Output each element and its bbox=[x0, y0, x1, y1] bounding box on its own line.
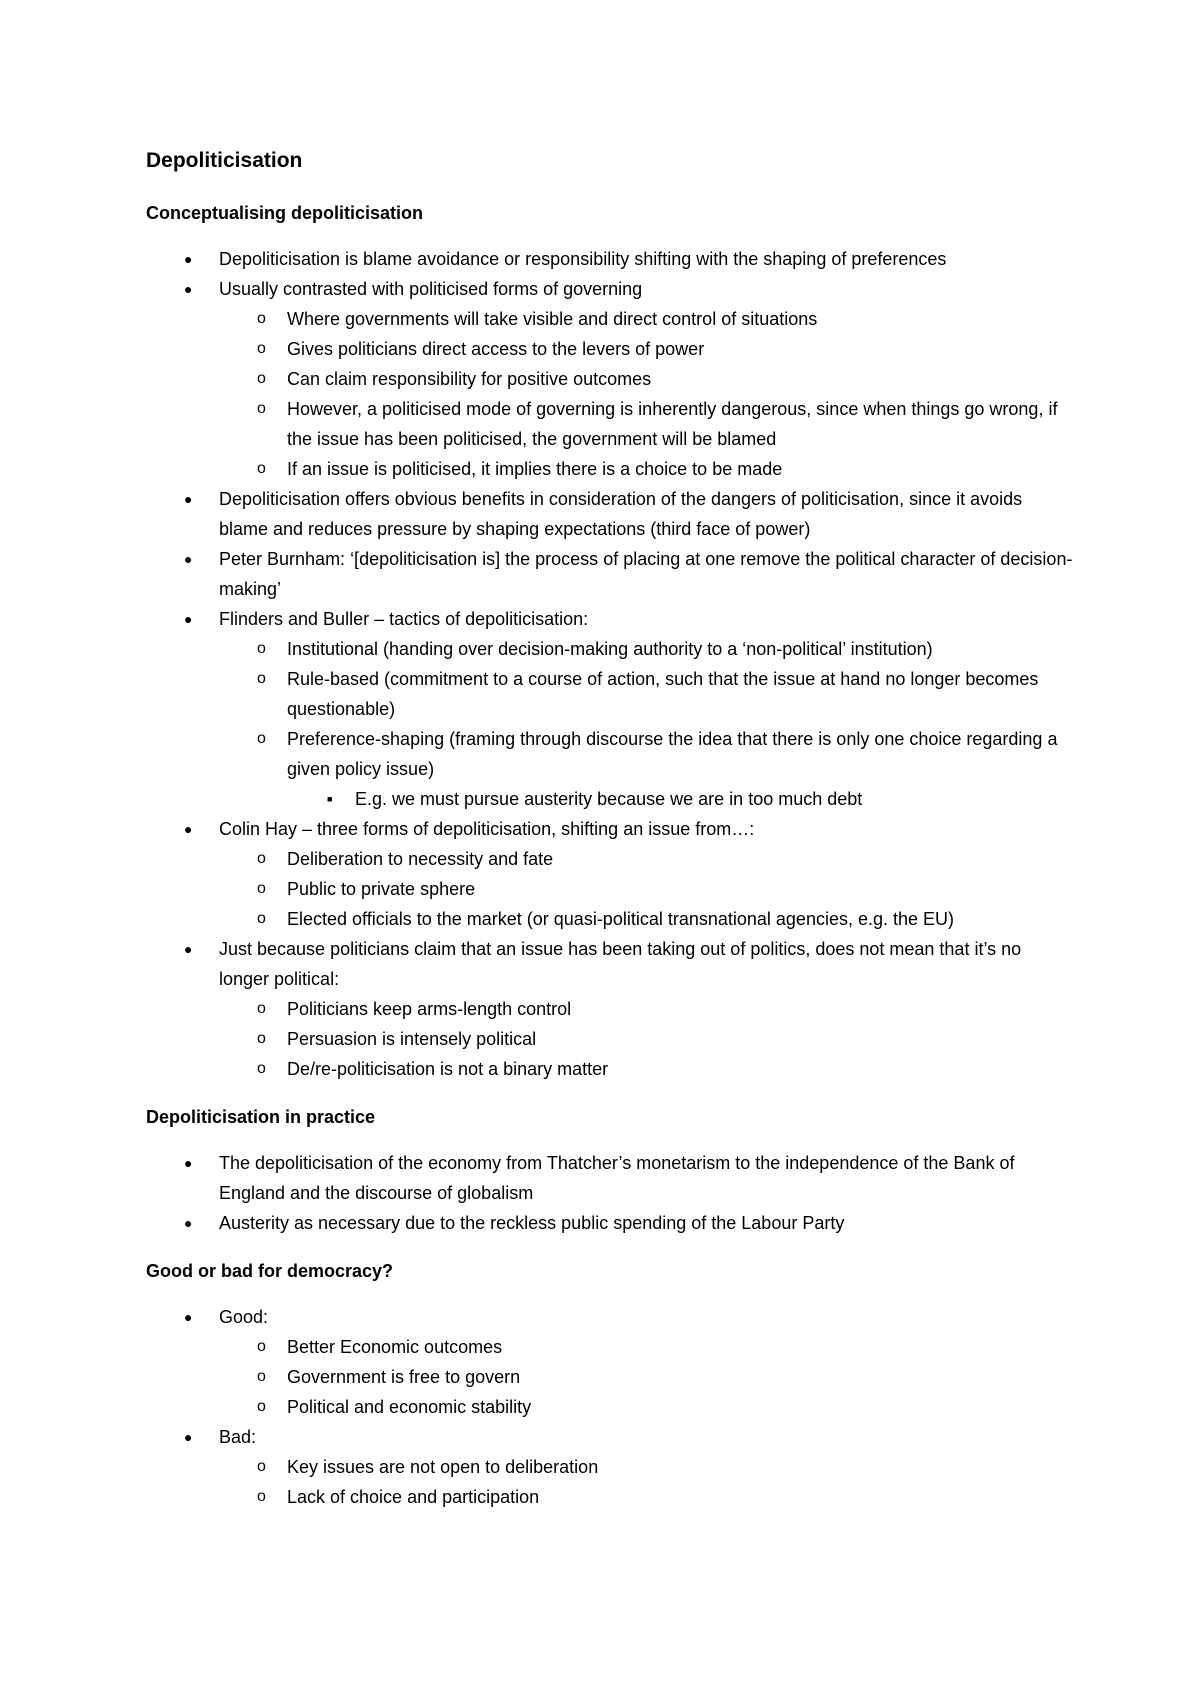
sub-sub-list bbox=[287, 784, 1076, 814]
bullet-marker: ● bbox=[184, 1155, 193, 1171]
sub-bullet-marker: o bbox=[257, 1338, 266, 1355]
sub-list-item-text: Better Economic outcomes bbox=[287, 1337, 503, 1357]
sub-list-item bbox=[219, 1332, 1076, 1362]
sub-bullet-marker: o bbox=[257, 460, 266, 477]
sub-list bbox=[219, 844, 1076, 934]
list-item bbox=[146, 544, 1076, 604]
list-item-text: Depoliticisation is blame avoidance or responsibility shifting with the shaping of preferences bbox=[219, 249, 947, 269]
sub-list-item bbox=[219, 334, 1076, 364]
bullet-marker: ● bbox=[184, 1215, 193, 1231]
sub-list-item bbox=[219, 394, 1076, 454]
list-item-text: Colin Hay – three forms of depoliticisation, shifting an issue from…: bbox=[219, 819, 755, 839]
sub-list bbox=[219, 634, 1076, 814]
list-item bbox=[146, 274, 1076, 484]
sub-bullet-marker: o bbox=[257, 1398, 266, 1415]
section bbox=[146, 1256, 1076, 1512]
sub-list-item bbox=[219, 304, 1076, 334]
sub-list-item-text: Lack of choice and participation bbox=[287, 1487, 540, 1507]
sub-list-item-text: Deliberation to necessity and fate bbox=[287, 849, 554, 869]
sub-bullet-marker: o bbox=[257, 340, 266, 357]
sub-list-item bbox=[219, 874, 1076, 904]
section-heading: Good or bad for democracy? bbox=[146, 1261, 394, 1281]
list-item bbox=[146, 1208, 1076, 1238]
list-item-text: Just because politicians claim that an issue has been taking out of politics, does not mean that it’s no longer political: bbox=[219, 939, 1022, 989]
list-item bbox=[146, 1148, 1076, 1208]
sub-list-item-text: De/re-politicisation is not a binary matter bbox=[287, 1059, 609, 1079]
list-item-text: Usually contrasted with politicised forms of governing bbox=[219, 279, 643, 299]
bullet-marker: ● bbox=[184, 1429, 193, 1445]
sub-list-item bbox=[219, 634, 1076, 664]
list-item bbox=[146, 814, 1076, 934]
bullet-marker: ● bbox=[184, 611, 193, 627]
sub-list-item bbox=[219, 1482, 1076, 1512]
sub-bullet-marker: o bbox=[257, 400, 266, 417]
list-item-text: Good: bbox=[219, 1307, 269, 1327]
list-item bbox=[146, 1422, 1076, 1512]
sub-list-item bbox=[219, 664, 1076, 724]
sub-list-item-text: Institutional (handing over decision-making authority to a ‘non-political’ institution) bbox=[287, 639, 933, 659]
sub-list-item bbox=[219, 844, 1076, 874]
sub-bullet-marker: o bbox=[257, 670, 266, 687]
list-item bbox=[146, 934, 1076, 1084]
sub-list bbox=[219, 994, 1076, 1084]
sub-list bbox=[219, 1332, 1076, 1422]
list-item-text: Depoliticisation offers obvious benefits in consideration of the dangers of politicisation, since it avoids blame and reduces pressure by shaping expectations (third face of power) bbox=[219, 489, 1023, 539]
sub-list-item bbox=[219, 454, 1076, 484]
sub-bullet-marker: o bbox=[257, 850, 266, 867]
bullet-marker: ● bbox=[184, 941, 193, 957]
sub-bullet-marker: o bbox=[257, 310, 266, 327]
document-body bbox=[146, 146, 1076, 1512]
bullet-marker: ● bbox=[184, 1309, 193, 1325]
sub-list-item bbox=[219, 724, 1076, 814]
sub-list-item bbox=[219, 1452, 1076, 1482]
sub-list-item-text: Where governments will take visible and direct control of situations bbox=[287, 309, 818, 329]
sub-bullet-marker: o bbox=[257, 1488, 266, 1505]
sub-bullet-marker: o bbox=[257, 1458, 266, 1475]
sub-list bbox=[219, 304, 1076, 484]
section-heading: Depoliticisation in practice bbox=[146, 1107, 376, 1127]
square-bullet-marker: ■ bbox=[327, 794, 333, 804]
sub-list-item-text: However, a politicised mode of governing is inherently dangerous, since when things go wrong, if the issue has been politicised, the government will be blamed bbox=[287, 399, 1058, 449]
sub-bullet-marker: o bbox=[257, 1060, 266, 1077]
sub-bullet-marker: o bbox=[257, 370, 266, 387]
list-item-text: Peter Burnham: ‘[depoliticisation is] the process of placing at one remove the political character of decision-making’ bbox=[219, 549, 1073, 599]
sub-list-item-text: Government is free to govern bbox=[287, 1367, 521, 1387]
sub-list-item-text: Public to private sphere bbox=[287, 879, 476, 899]
sub-bullet-marker: o bbox=[257, 880, 266, 897]
sub-list-item-text: Political and economic stability bbox=[287, 1397, 532, 1417]
list-item-text: Bad: bbox=[219, 1427, 257, 1447]
sub-bullet-marker: o bbox=[257, 1030, 266, 1047]
sub-list-item bbox=[219, 1362, 1076, 1392]
sub-list-item bbox=[219, 904, 1076, 934]
sub-bullet-marker: o bbox=[257, 730, 266, 747]
sub-bullet-marker: o bbox=[257, 1368, 266, 1385]
document-title: Depoliticisation bbox=[146, 149, 303, 172]
sub-list-item-text: Rule-based (commitment to a course of action, such that the issue at hand no longer becomes questionable) bbox=[287, 669, 1039, 719]
list-item-text: Austerity as necessary due to the reckless public spending of the Labour Party bbox=[219, 1213, 845, 1233]
sub-list-item bbox=[219, 994, 1076, 1024]
bullet-list bbox=[146, 1148, 1076, 1238]
bullet-marker: ● bbox=[184, 821, 193, 837]
sub-sub-list-item-text: E.g. we must pursue austerity because we are in too much debt bbox=[355, 789, 863, 809]
sub-list-item bbox=[219, 1054, 1076, 1084]
sub-list bbox=[219, 1452, 1076, 1512]
sub-list-item-text: Key issues are not open to deliberation bbox=[287, 1457, 599, 1477]
sub-bullet-marker: o bbox=[257, 1000, 266, 1017]
list-item-text: Flinders and Buller – tactics of depoliticisation: bbox=[219, 609, 589, 629]
list-item bbox=[146, 1302, 1076, 1422]
list-item-text: The depoliticisation of the economy from Thatcher’s monetarism to the independence of the Bank of England and the discourse of globalism bbox=[219, 1153, 1015, 1203]
list-item bbox=[146, 244, 1076, 274]
sub-sub-list-item bbox=[287, 784, 1076, 814]
sub-list-item-text: Elected officials to the market (or quasi-political transnational agencies, e.g. the EU) bbox=[287, 909, 955, 929]
bullet-marker: ● bbox=[184, 281, 193, 297]
sub-list-item-text: Gives politicians direct access to the levers of power bbox=[287, 339, 705, 359]
sub-list-item-text: Politicians keep arms-length control bbox=[287, 999, 572, 1019]
sub-bullet-marker: o bbox=[257, 640, 266, 657]
section bbox=[146, 198, 1076, 1084]
bullet-list bbox=[146, 244, 1076, 1084]
sub-list-item-text: If an issue is politicised, it implies there is a choice to be made bbox=[287, 459, 783, 479]
section-heading: Conceptualising depoliticisation bbox=[146, 203, 424, 223]
sub-list-item-text: Can claim responsibility for positive outcomes bbox=[287, 369, 652, 389]
section bbox=[146, 1102, 1076, 1238]
bullet-marker: ● bbox=[184, 251, 193, 267]
sub-list-item-text: Preference-shaping (framing through discourse the idea that there is only one choice regarding a given policy issue) bbox=[287, 729, 1058, 779]
sub-list-item-text: Persuasion is intensely political bbox=[287, 1029, 537, 1049]
sub-list-item bbox=[219, 1392, 1076, 1422]
bullet-marker: ● bbox=[184, 551, 193, 567]
list-item bbox=[146, 484, 1076, 544]
sub-bullet-marker: o bbox=[257, 910, 266, 927]
sub-list-item bbox=[219, 364, 1076, 394]
bullet-list bbox=[146, 1302, 1076, 1512]
bullet-marker: ● bbox=[184, 491, 193, 507]
list-item bbox=[146, 604, 1076, 814]
sub-list-item bbox=[219, 1024, 1076, 1054]
